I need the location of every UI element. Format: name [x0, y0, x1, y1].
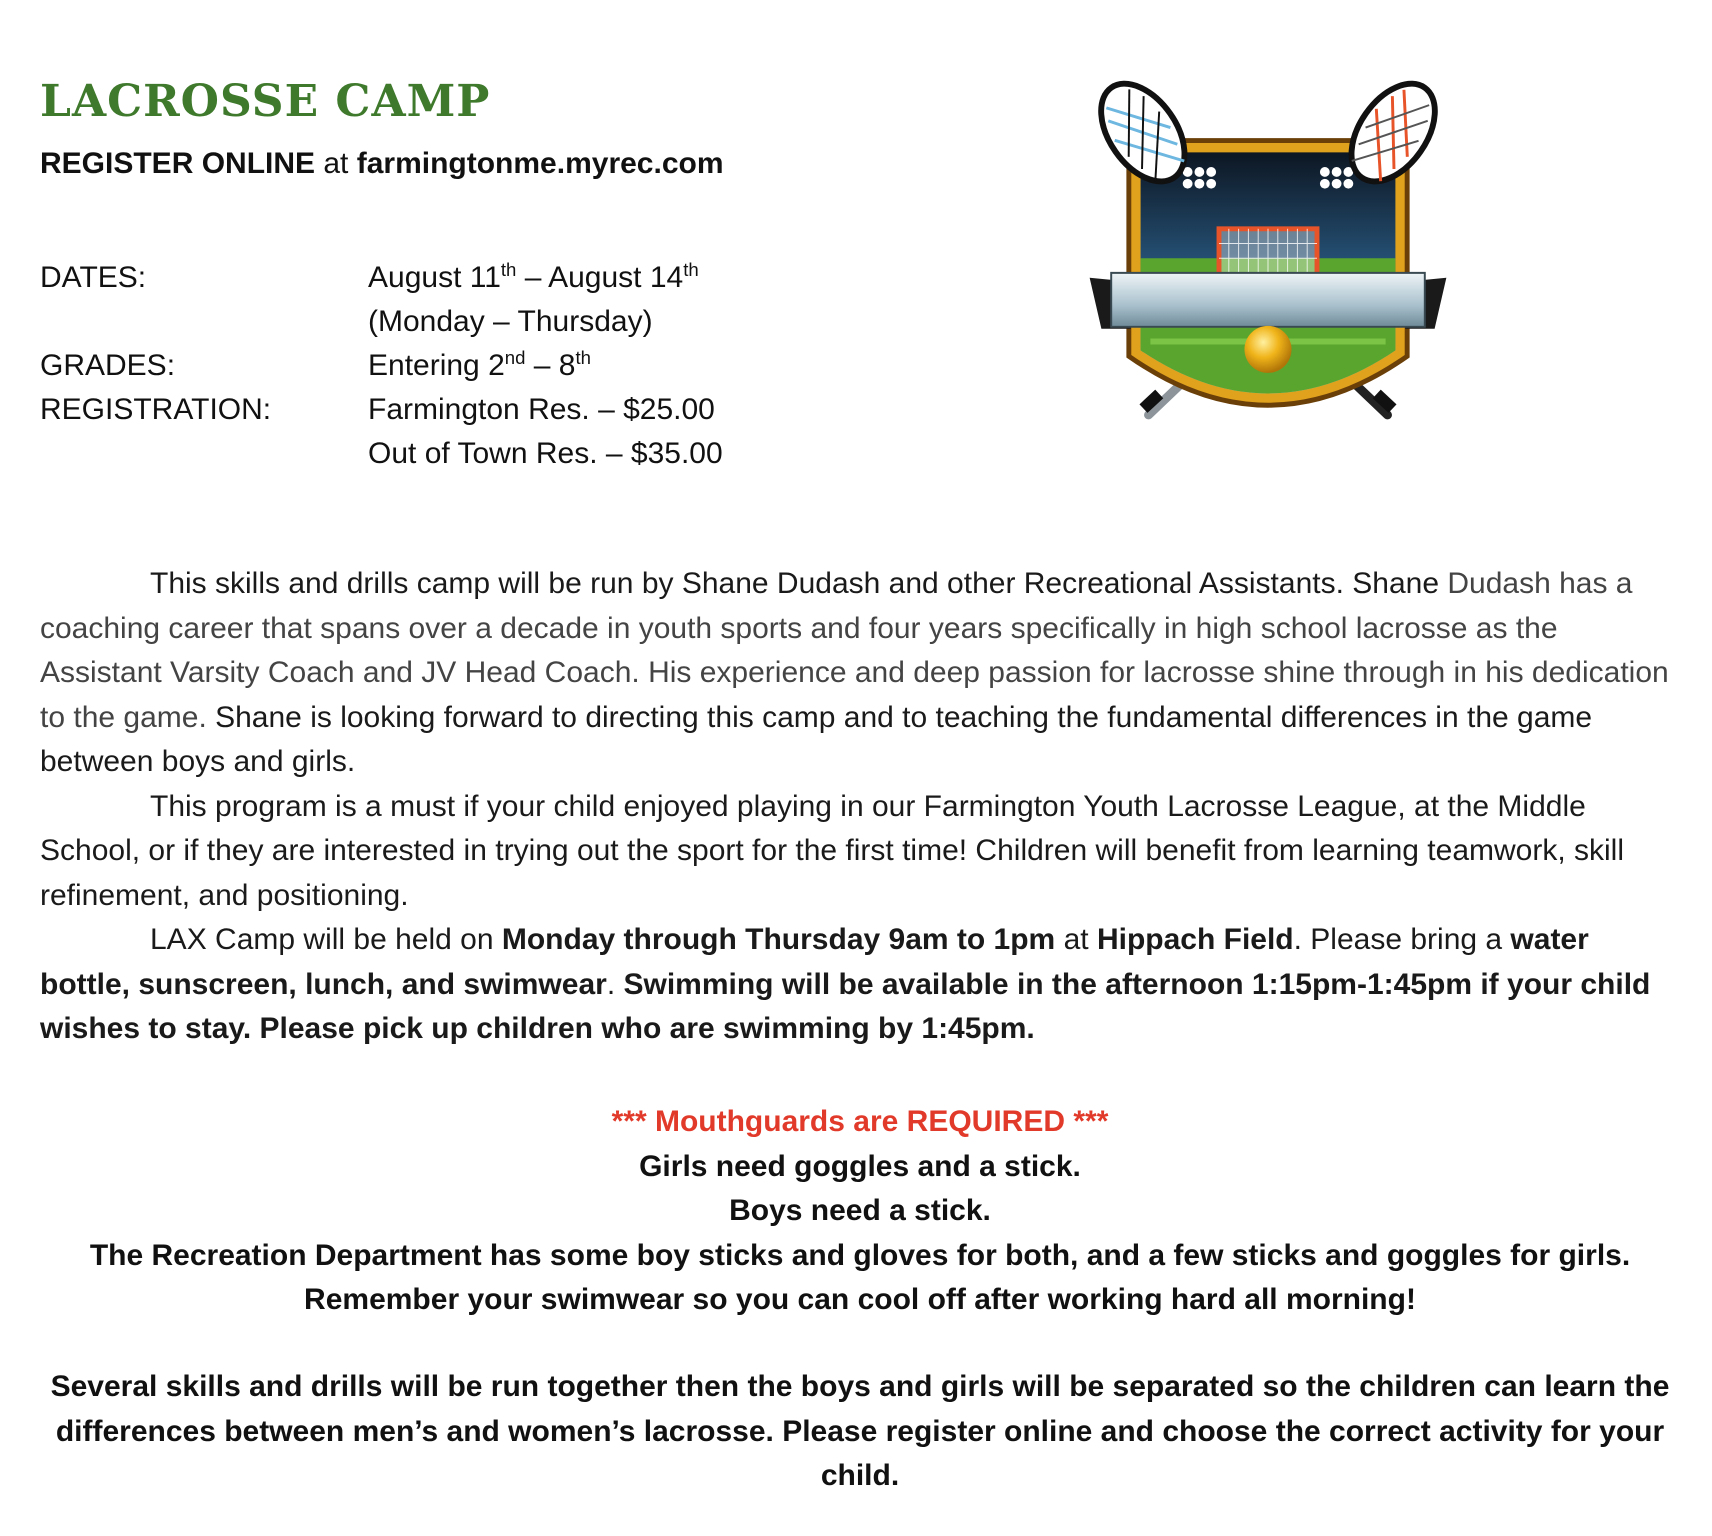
coach-bio: Dudash has a coaching career that spans over a decade in youth sports and four years specifically in high school lacrosse as the Assistant Varsity Coach and JV Head Coach. His experience and deep passion for lacrosse shine through in his dedication to the game. [40, 567, 1669, 734]
fee-out-of-town: Out of Town Res. – $35.00 [368, 437, 723, 470]
requirements-block [40, 1100, 1680, 1323]
dates-start-suffix: th [500, 259, 517, 280]
swimming-info: Swimming will be available in the afternoon 1:15pm-1:45pm if your child wishes to stay. Please pick up children who are swimming by 1:45pm. [40, 967, 1651, 1045]
dates-value [368, 256, 699, 300]
logistics-at: at [1055, 923, 1097, 956]
logistics-period: . [606, 967, 624, 1001]
coach-intro: This skills and drills camp will be run by Shane Dudash and other Recreational Assistants. Shane [150, 567, 1440, 600]
dates-start: August 11 [368, 261, 501, 294]
girls-requirement: Girls need goggles and a stick. [639, 1149, 1081, 1183]
closing-paragraph: Several skills and drills will be run together then the boys and girls will be separated so the children can learn the differences between men’s and women’s lacrosse. Please register online and choose the correct activity for your child. [50, 1370, 1670, 1492]
grades-start-suffix: nd [504, 347, 526, 368]
grades-end-suffix: th [575, 347, 592, 368]
grades-value [368, 344, 591, 388]
camp-location: Hippach Field [1096, 923, 1294, 956]
swimwear-reminder: Remember your swimwear so you can cool off after working hard all morning! [304, 1283, 1416, 1316]
fee-resident: Farmington Res. – $25.00 [368, 393, 715, 426]
logistics-bring: . Please bring a [1293, 923, 1511, 956]
dates-end-suffix: th [683, 259, 699, 280]
lacrosse-crest-icon [1072, 72, 1464, 464]
mouthguard-alert: *** Mouthguards are REQUIRED *** [611, 1105, 1109, 1138]
page-title: LACROSSE CAMP [40, 76, 491, 127]
grades-end: – 8 [525, 349, 576, 382]
camp-schedule: Monday through Thursday 9am to 1pm [501, 923, 1056, 956]
paragraph-coach [40, 562, 1680, 785]
registration-line [40, 146, 724, 182]
equipment-note: The Recreation Department has some boy sticks and gloves for both, and a few sticks and goggles for girls. [89, 1238, 1631, 1272]
dates-end: – August 14 [516, 261, 684, 294]
dates-days: (Monday – Thursday) [368, 305, 653, 338]
camp-description [40, 562, 1680, 1052]
register-online-label: REGISTER ONLINE [40, 147, 316, 180]
grades-label: GRADES: [40, 349, 176, 382]
lacrosse-ball [1244, 326, 1291, 373]
paragraph-program: This program is a must if your child enjoyed playing in our Farmington Youth Lacrosse League, at the Middle School, or if they are interested in trying out the sport for the first time! Children will benefit from learning teamwork, skill refinement, and positioning. [40, 789, 1625, 912]
coach-goal: Shane is looking forward to directing this camp and to teaching the fundamental differences in the game between boys and girls. [40, 700, 1593, 778]
register-url: farmingtonme.myrec.com [356, 147, 724, 180]
logistics-intro: LAX Camp will be held on [150, 923, 502, 956]
dates-label: DATES: [40, 261, 147, 294]
registration-label: REGISTRATION: [40, 393, 272, 426]
items-to-bring: water bottle, sunscreen, lunch, and swimwear [40, 923, 1589, 1001]
crest-ribbon [1090, 273, 1447, 329]
paragraph-logistics [40, 918, 1680, 1052]
boys-requirement: Boys need a stick. [729, 1194, 991, 1227]
grades-start: Entering 2 [368, 349, 505, 382]
register-connector: at [315, 147, 357, 180]
